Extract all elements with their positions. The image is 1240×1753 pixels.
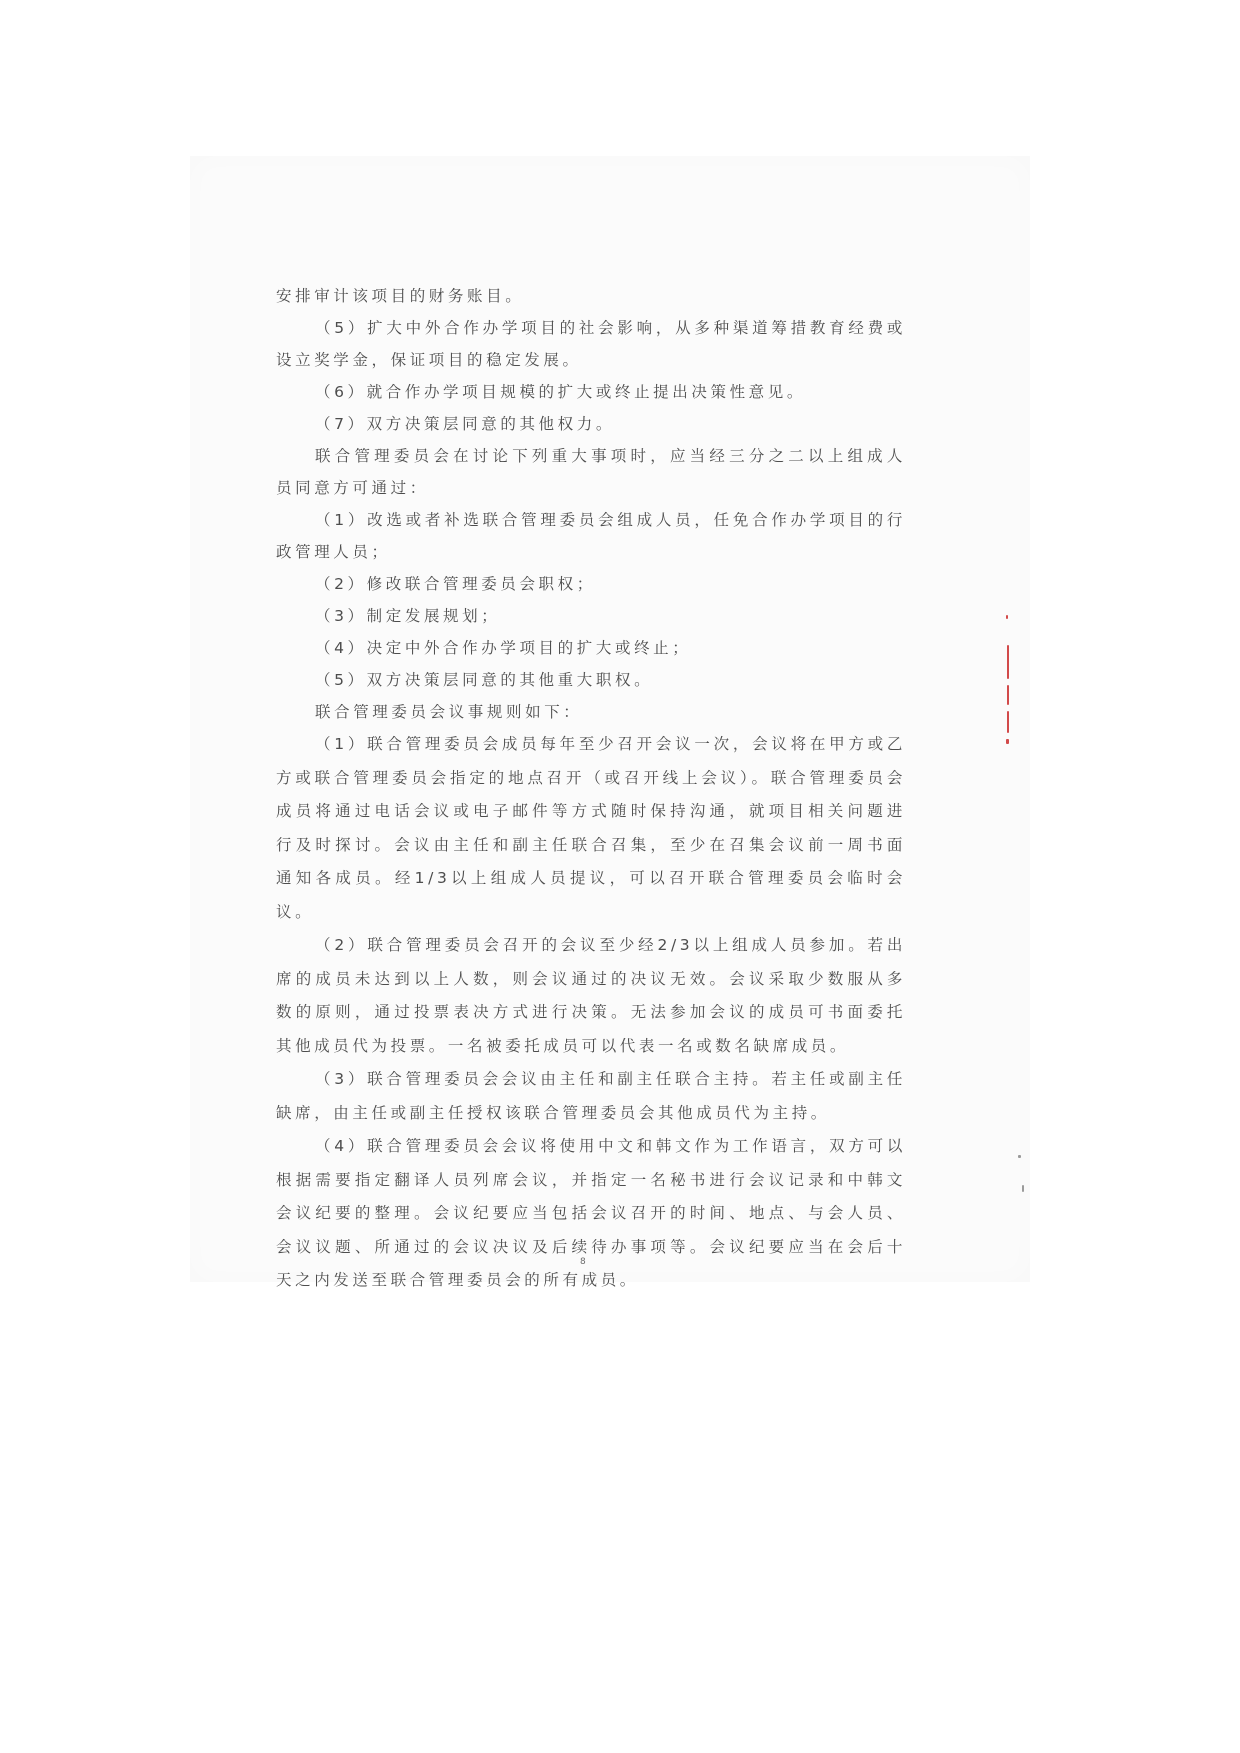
paragraph: （4）联合管理委员会会议将使用中文和韩文作为工作语言，双方可以根据需要指定翻译人员列席会议，并指定一名秘书进行会议记录和中韩文会议纪要的整理。会议纪要应当包括会议召开的时间、地点、与会人员、会议议题、所通过的会议决议及后续待办事项等。会议纪要应当在会后十天之内发送至联合管理委员会的所有成员。 xyxy=(276,1137,906,1289)
paragraph: （1）联合管理委员会成员每年至少召开会议一次，会议将在甲方或乙方或联合管理委员会指定的地点召开（或召开线上会议）。联合管理委员会成员将通过电话会议或电子邮件等方式随时保持沟通，就项目相关问题进行及时探讨。会议由主任和副主任联合召集，至少在召集会议前一周书面通知各成员。经1/3以上组成人员提议，可以召开联合管理委员会临时会议。 xyxy=(276,735,906,921)
paragraph: （1）改选或者补选联合管理委员会组成人员，任免合作办学项目的行政管理人员； xyxy=(276,511,906,561)
scan-speck xyxy=(1018,1155,1021,1158)
paragraph: （7）双方决策层同意的其他权力。 xyxy=(315,415,615,433)
paragraph: （3）联合管理委员会会议由主任和副主任联合主持。若主任或副主任缺席，由主任或副主任授权该联合管理委员会其他成员代为主持。 xyxy=(276,1070,906,1122)
scan-speck xyxy=(1022,1185,1024,1192)
paragraph: （4）决定中外合作办学项目的扩大或终止； xyxy=(315,639,692,657)
seal-seam-mark xyxy=(1006,615,1010,745)
paragraph: （2）修改联合管理委员会职权； xyxy=(315,575,596,593)
paragraph: （5）双方决策层同意的其他重大职权。 xyxy=(315,671,654,689)
paragraph: （2）联合管理委员会召开的会议至少经2/3以上组成人员参加。若出席的成员未达到以上人数，则会议通过的决议无效。会议采取少数服从多数的原则，通过投票表决方式进行决策。无法参加会议的成员可书面委托其他成员代为投票。一名被委托成员可以代表一名或数名缺席成员。 xyxy=(276,936,906,1055)
paragraph: （5）扩大中外合作办学项目的社会影响，从多种渠道筹措教育经费或设立奖学金，保证项目的稳定发展。 xyxy=(276,319,906,369)
paragraph: 安排审计该项目的财务账目。 xyxy=(276,287,525,305)
document-body xyxy=(276,280,906,1298)
page-number: 8 xyxy=(580,1257,586,1267)
paragraph: （6）就合作办学项目规模的扩大或终止提出决策性意见。 xyxy=(315,383,806,401)
paragraph: （3）制定发展规划； xyxy=(315,607,501,625)
paragraph: 联合管理委员会议事规则如下： xyxy=(315,703,583,721)
paragraph: 联合管理委员会在讨论下列重大事项时，应当经三分之二以上组成人员同意方可通过： xyxy=(276,447,906,497)
